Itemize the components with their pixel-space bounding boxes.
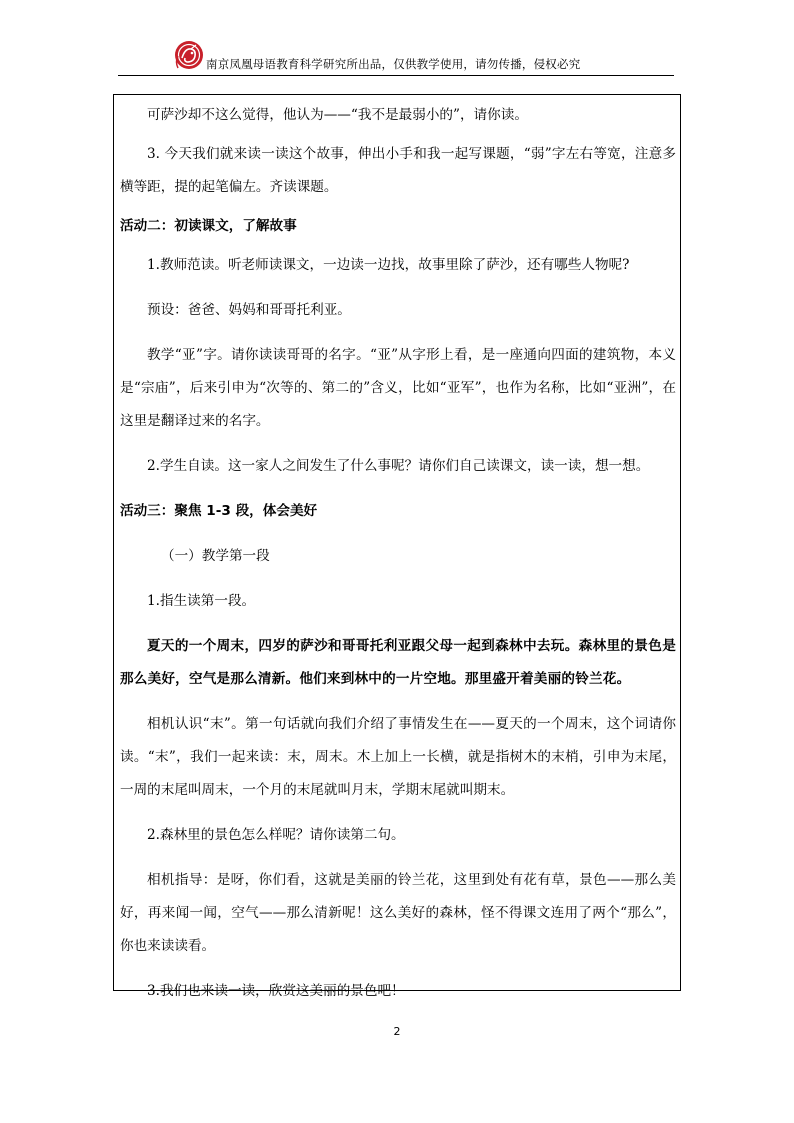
header-publisher-text: 南京凤凰母语教育科学研究所出品，仅供教学使用，请勿传播，侵权必究	[206, 57, 581, 71]
lesson-content	[120, 99, 676, 1008]
paragraph: 1.教师范读。听老师读课文，一边读一边找，故事里除了萨沙，还有哪些人物呢?	[147, 257, 630, 273]
page-header	[118, 36, 674, 78]
paragraph: 2.学生自读。这一家人之间发生了什么事呢？请你们自己读课文，读一读，想一想。	[147, 458, 650, 474]
paragraph: 1.指生读第一段。	[147, 593, 256, 609]
section-heading: （一）教学第一段	[161, 548, 270, 564]
paragraph: 教学“亚”字。请你读读哥哥的名字。“亚”从字形上看，是一座通向四面的建筑物，本义是“宗庙”，后来引申为“次等的、第二的”含义，比如“亚军”，也作为名称，比如“亚洲”，在这里是翻译过来的名字。	[120, 347, 676, 429]
paragraph: 3. 今天我们就来读一读这个故事，伸出小手和我一起写课题，“弱”字左右等宽，注意多横等距，提的起笔偏左。齐读课题。	[120, 146, 676, 195]
activity-three-heading: 活动三：聚焦 1-3 段，体会美好	[120, 503, 318, 519]
lesson-content-box	[113, 94, 681, 999]
header-divider	[118, 75, 674, 76]
page-number: 2	[393, 1025, 401, 1038]
activity-two-heading: 活动二：初读课文，了解故事	[120, 218, 297, 234]
paragraph: 相机认识“末”。第一句话就向我们介绍了事情发生在——夏天的一个周末，这个词请你读。“末”，我们一起来读：末，周末。木上加上一长横，就是指树木的末梢，引申为末尾，一周的末尾叫周末，一个月的末尾就叫月末，学期末尾就叫期末。	[120, 716, 676, 798]
paragraph: 3.我们也来读一读，欣赏这美丽的景色吧！	[147, 983, 405, 999]
paragraph: 2.森林里的景色怎么样呢？请你读第二句。	[147, 827, 405, 843]
paragraph: 相机指导：是呀，你们看，这就是美丽的铃兰花，这里到处有花有草，景色——那么美好，再来闻一闻，空气——那么清新呢！这么美好的森林，怪不得课文连用了两个“那么”，你也来读读看。	[120, 872, 676, 954]
text-quote: 夏天的一个周末，四岁的萨沙和哥哥托利亚跟父母一起到森林中去玩。森林里的景色是那么美好，空气是那么清新。他们来到林中的一片空地。那里盛开着美丽的铃兰花。	[120, 638, 676, 687]
paragraph: 预设：爸爸、妈妈和哥哥托利亚。	[147, 302, 351, 318]
phoenix-logo-icon	[172, 36, 206, 74]
paragraph: 可萨沙却不这么觉得，他认为——“我不是最弱小的”，请你读。	[147, 107, 528, 123]
